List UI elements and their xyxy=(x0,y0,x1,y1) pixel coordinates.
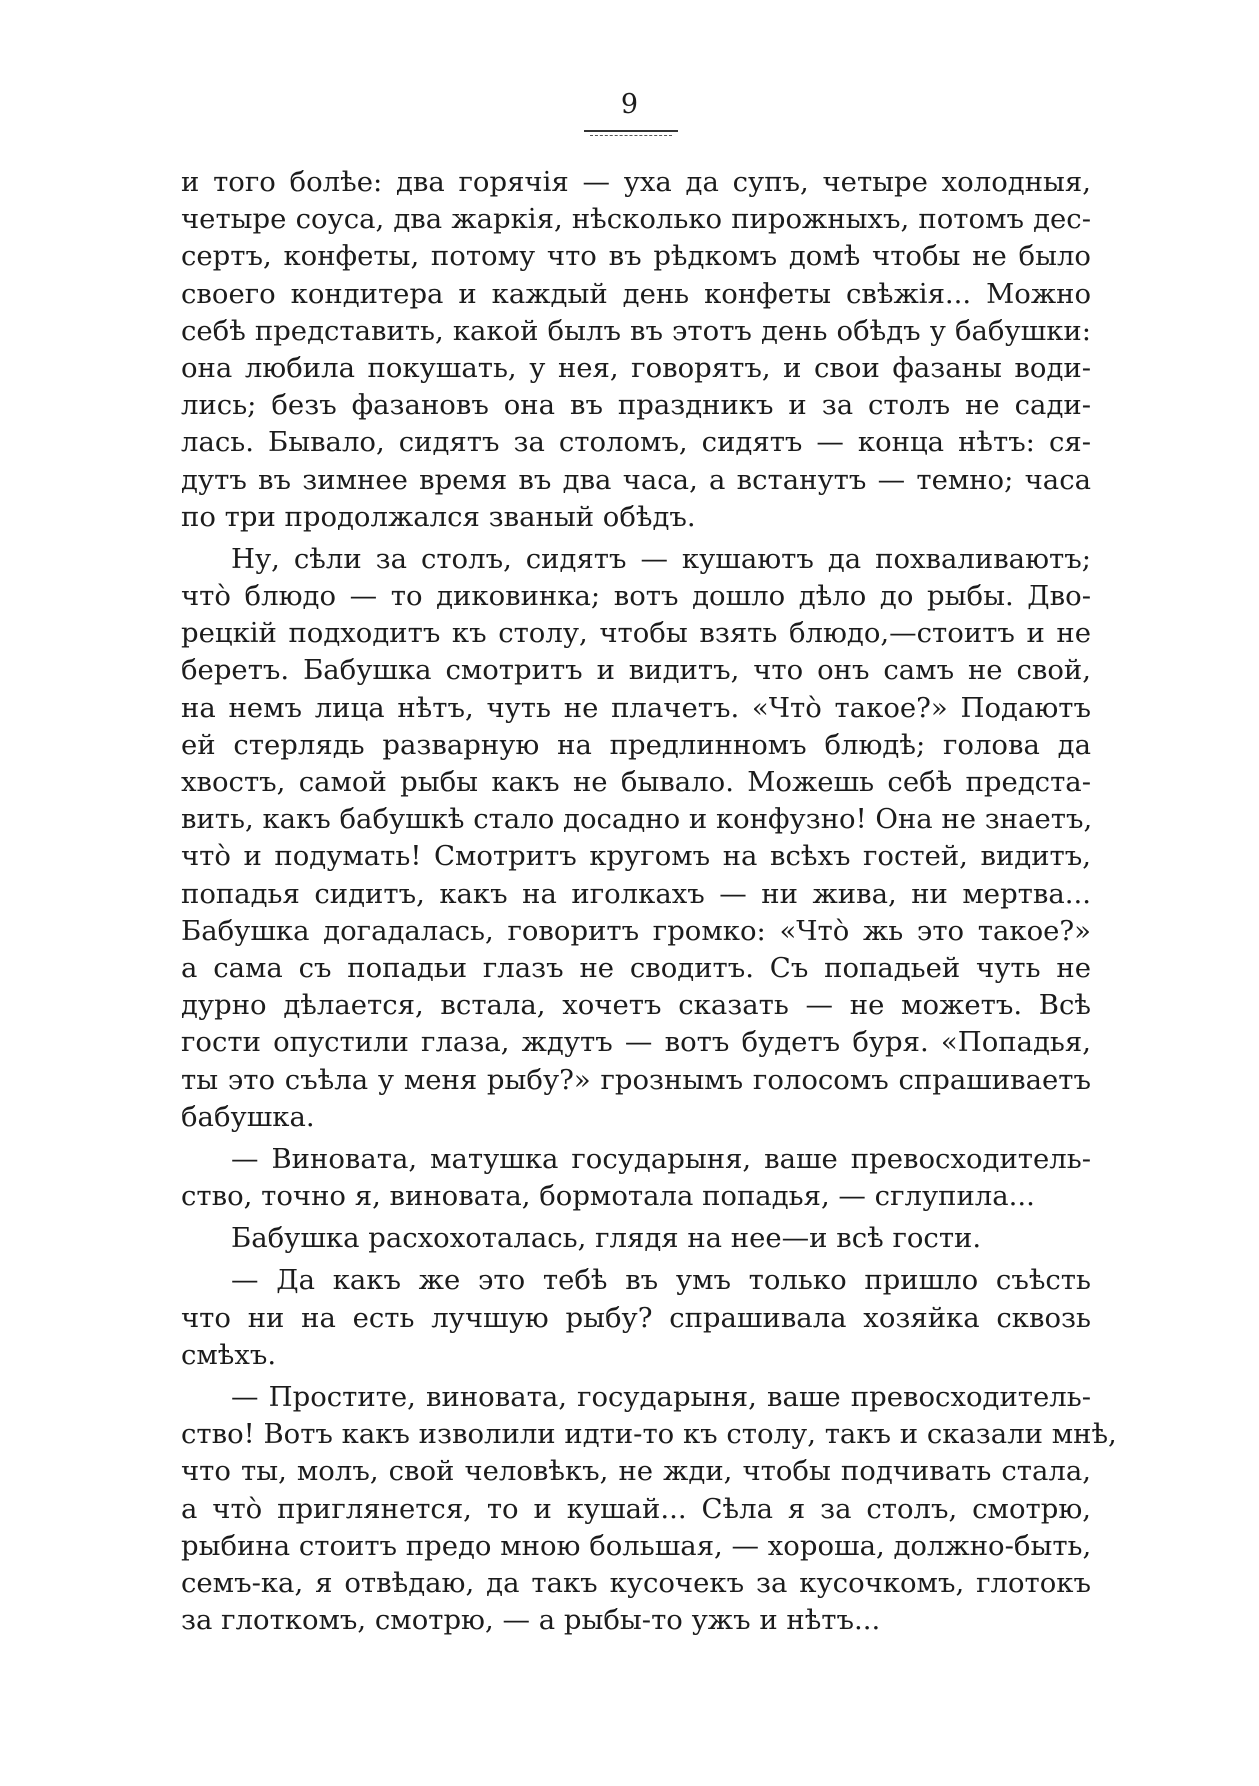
text-line: а что̀ приглянется, то и кушай... Сѣла я за столъ, смотрю, xyxy=(181,1492,1091,1525)
text-line: что ни на есть лучшую рыбу? спрашивала хозяйка сквозь xyxy=(181,1301,1091,1334)
header-rule xyxy=(584,130,678,132)
text-line: что̀ блюдо — то диковинка; вотъ дошло дѣло до рыбы. Дво- xyxy=(181,580,1091,613)
text-line: Бабушка расхохоталась, глядя на нее—и всѣ гости. xyxy=(231,1222,982,1255)
text-line: своего кондитера и каждый день конфеты свѣжія... Можно xyxy=(181,277,1091,310)
text-line: за глоткомъ, смотрю, — а рыбы-то ужъ и нѣтъ... xyxy=(181,1604,881,1637)
header-rule-dashed xyxy=(590,135,672,136)
text-line: лись; безъ фазановъ она въ праздникъ и за столъ не сади- xyxy=(181,389,1091,422)
text-line: и того болѣе: два горячія — уха да супъ, четыре холодныя, xyxy=(181,166,1091,198)
text-line: дутъ въ зимнее время въ два часа, а встанутъ — темно; часа xyxy=(181,463,1091,496)
paragraph xyxy=(181,541,1091,1136)
text-line: лась. Бывало, сидятъ за столомъ, сидятъ — конца нѣтъ: ся- xyxy=(181,426,1091,459)
text-line: что ты, молъ, свой человѣкъ, не жди, чтобы подчивать стала, xyxy=(181,1455,1091,1488)
text-line: смѣхъ. xyxy=(181,1338,277,1371)
text-line: дурно дѣлается, встала, хочетъ сказать — не можетъ. Всѣ xyxy=(181,989,1091,1022)
text-line: — Простите, виновата, государыня, ваше превосходитель- xyxy=(231,1381,1091,1413)
page-number: 9 xyxy=(620,89,639,120)
text-line: ство, точно я, виновата, бормотала попадья, — сглупила... xyxy=(181,1180,1035,1213)
text-line: семъ-ка, я отвѣдаю, да такъ кусочекъ за кусочкомъ, глотокъ xyxy=(181,1566,1091,1599)
paragraph xyxy=(181,1262,1091,1374)
paragraph xyxy=(181,164,1091,536)
paragraph xyxy=(181,1379,1117,1639)
text-line: — Виновата, матушка государыня, ваше превосходитель- xyxy=(231,1142,1091,1175)
text-line: на немъ лица нѣтъ, чуть не плачетъ. «Что̀ такое?» Подаютъ xyxy=(181,691,1091,724)
text-line: ей стерлядь разварную на предлинномъ блюдѣ; голова да xyxy=(181,728,1091,761)
text-line: она любила покушать, у нея, говорятъ, и свои фазаны води- xyxy=(181,351,1091,384)
text-line: по три продолжался званый обѣдъ. xyxy=(181,500,696,533)
text-line: рыбина стоитъ предо мною большая, — хороша, должно-быть, xyxy=(181,1529,1092,1562)
text-line: бабушка. xyxy=(181,1100,315,1133)
text-line: а сама съ попадьи глазъ не сводитъ. Съ попадьей чуть не xyxy=(181,951,1091,984)
text-line: попадья сидитъ, какъ на иголкахъ — ни жива, ни мертва... xyxy=(181,877,1091,910)
text-line: вить, какъ бабушкѣ стало досадно и конфузно! Она не знаетъ, xyxy=(181,803,1093,836)
text-line: беретъ. Бабушка смотритъ и видитъ, что онъ самъ не свой, xyxy=(181,654,1091,687)
text-line: — Да какъ же это тебѣ въ умъ только пришло съѣсть xyxy=(231,1264,1091,1297)
text-line: ты это съѣла у меня рыбу?» грознымъ голосомъ спрашиваетъ xyxy=(181,1063,1091,1096)
text-line: Бабушка догадалась, говоритъ громко: «Что̀ жь это такое?» xyxy=(181,914,1091,947)
text-line: сертъ, конфеты, потому что въ рѣдкомъ домѣ чтобы не было xyxy=(181,240,1091,273)
text-line: четыре соуса, два жаркія, нѣсколько пирожныхъ, потомъ дес- xyxy=(181,203,1091,236)
text-line: себѣ представить, какой былъ въ этотъ день обѣдъ у бабушки: xyxy=(181,314,1091,347)
paragraph xyxy=(181,1220,1091,1257)
text-line: что̀ и подумать! Смотритъ кругомъ на всѣхъ гостей, видитъ, xyxy=(181,840,1091,873)
text-line: рецкій подходитъ къ столу, чтобы взять блюдо,—стоитъ и не xyxy=(181,617,1091,650)
text-line: Ну, сѣли за столъ, сидятъ — кушаютъ да похваливаютъ; xyxy=(231,542,1091,575)
text-line: гости опустили глаза, ждутъ — вотъ будетъ буря. «Попадья, xyxy=(181,1026,1091,1059)
body-text xyxy=(181,164,1117,1639)
paragraph xyxy=(181,1141,1091,1215)
text-line: хвостъ, самой рыбы какъ не бывало. Можешь себѣ предста- xyxy=(181,766,1091,798)
text-line: ство! Вотъ какъ изволили идти-то къ столу, такъ и сказали мнѣ, xyxy=(181,1418,1117,1451)
